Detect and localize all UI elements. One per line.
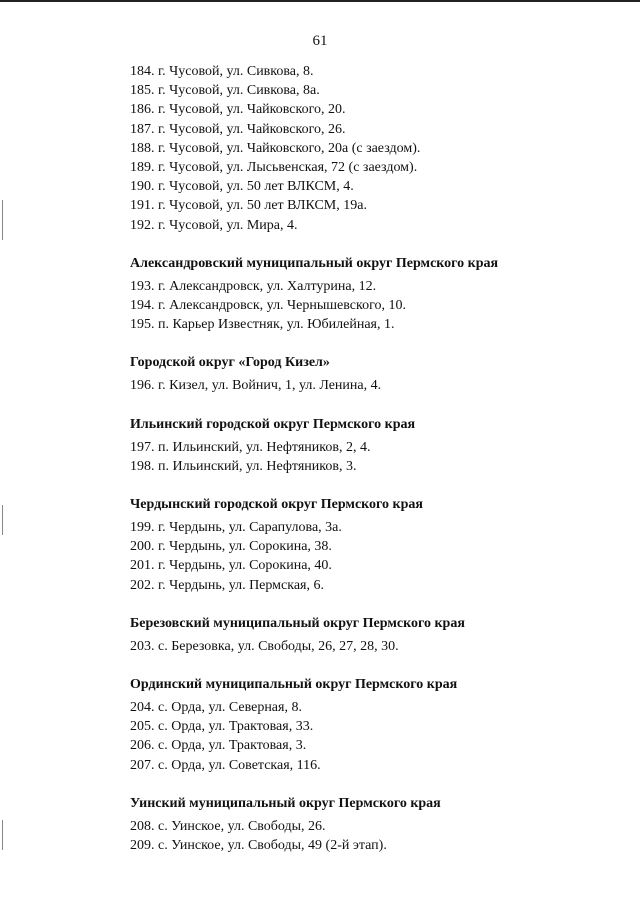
address-line: 191. г. Чусовой, ул. 50 лет ВЛКСМ, 19а. — [130, 198, 367, 214]
address-line: 190. г. Чусовой, ул. 50 лет ВЛКСМ, 4. — [130, 179, 354, 195]
address-line: 189. г. Чусовой, ул. Лысьвенская, 72 (с заездом). — [130, 160, 418, 176]
address-section — [130, 614, 610, 656]
address-line: 198. п. Ильинский, ул. Нефтяников, 3. — [130, 458, 357, 474]
address-section — [130, 675, 610, 775]
address-line: 209. с. Уинское, ул. Свободы, 49 (2-й этап). — [130, 838, 387, 854]
scan-edge-mark — [2, 200, 3, 240]
address-section — [130, 353, 610, 395]
section-heading: Александровский муниципальный округ Пермского края — [130, 255, 499, 271]
address-line: 195. п. Карьер Известняк, ул. Юбилейная, 1. — [130, 317, 395, 333]
address-line: 185. г. Чусовой, ул. Сивкова, 8а. — [130, 83, 320, 99]
address-line: 199. г. Чердынь, ул. Сарапулова, 3а. — [130, 520, 342, 536]
scan-edge-mark — [2, 820, 3, 850]
address-line: 186. г. Чусовой, ул. Чайковского, 20. — [130, 102, 346, 118]
section-heading: Ильинский городской округ Пермского края — [130, 416, 416, 432]
address-section — [130, 254, 610, 335]
top-border-rule — [0, 0, 640, 2]
address-section — [130, 415, 610, 476]
address-line: 206. с. Орда, ул. Трактовая, 3. — [130, 738, 307, 754]
address-line: 201. г. Чердынь, ул. Сорокина, 40. — [130, 558, 332, 574]
address-line: 188. г. Чусовой, ул. Чайковского, 20а (с заездом). — [130, 140, 421, 156]
section-heading: Уинский муниципальный округ Пермского края — [130, 795, 441, 811]
address-line: 203. с. Березовка, ул. Свободы, 26, 27, 28, 30. — [130, 638, 399, 654]
address-line: 187. г. Чусовой, ул. Чайковского, 26. — [130, 121, 346, 137]
address-line: 192. г. Чусовой, ул. Мира, 4. — [130, 217, 298, 233]
document-body — [130, 62, 610, 855]
address-line: 197. п. Ильинский, ул. Нефтяников, 2, 4. — [130, 439, 371, 455]
address-line: 204. с. Орда, ул. Северная, 8. — [130, 700, 302, 716]
section-heading: Березовский муниципальный округ Пермского края — [130, 615, 465, 631]
address-line: 208. с. Уинское, ул. Свободы, 26. — [130, 818, 326, 834]
address-line: 196. г. Кизел, ул. Войнич, 1, ул. Ленина, 4. — [130, 378, 382, 394]
address-section — [130, 495, 610, 595]
address-section — [130, 62, 610, 235]
address-line: 207. с. Орда, ул. Советская, 116. — [130, 757, 321, 773]
section-heading: Ординский муниципальный округ Пермского края — [130, 677, 458, 693]
address-line: 184. г. Чусовой, ул. Сивкова, 8. — [130, 64, 314, 79]
address-line: 193. г. Александровск, ул. Халтурина, 12. — [130, 278, 377, 294]
address-line: 194. г. Александровск, ул. Чернышевского, 10. — [130, 298, 406, 314]
address-line: 202. г. Чердынь, ул. Пермская, 6. — [130, 577, 324, 593]
scan-edge-mark — [2, 505, 3, 535]
address-line: 205. с. Орда, ул. Трактовая, 33. — [130, 719, 314, 735]
page-number: 61 — [312, 33, 328, 49]
section-heading: Городской округ «Город Кизел» — [130, 355, 330, 371]
address-line: 200. г. Чердынь, ул. Сорокина, 38. — [130, 539, 332, 555]
section-heading: Чердынский городской округ Пермского края — [130, 497, 423, 513]
address-section — [130, 794, 610, 855]
